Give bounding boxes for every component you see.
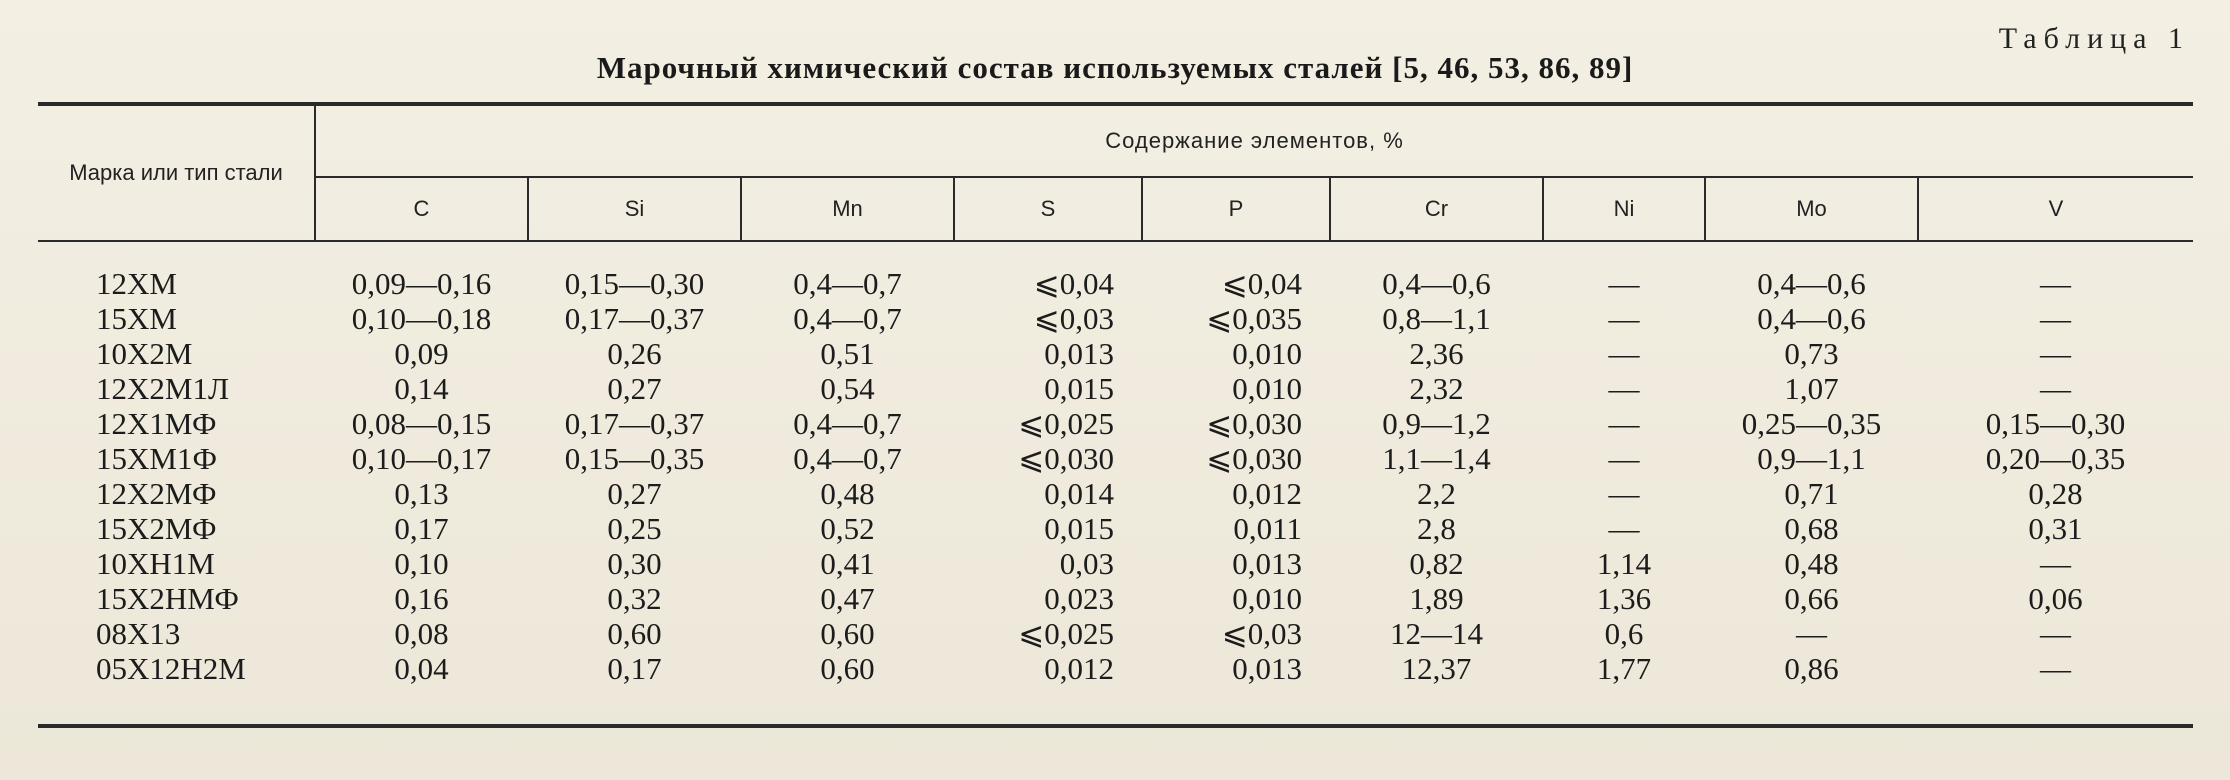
- cell-s: 0,015: [1044, 511, 1114, 546]
- cell-mo: 0,9—1,1: [1757, 441, 1866, 476]
- cell-brand: 12Х2М1Л: [96, 371, 229, 406]
- cell-ni: —: [1608, 441, 1640, 476]
- header-element-p: P: [1142, 177, 1330, 241]
- cell-cr: 1,1—1,4: [1382, 441, 1491, 476]
- cell-ni: 1,36: [1596, 581, 1652, 616]
- table-row: [38, 511, 2193, 546]
- header-element-mo: Mo: [1705, 177, 1918, 241]
- cell-mn: 0,51: [820, 336, 875, 371]
- header-element-ni: Ni: [1543, 177, 1705, 241]
- cell-mn: 0,54: [820, 371, 875, 406]
- cell-ni: —: [1608, 336, 1640, 371]
- cell-p: 0,010: [1232, 371, 1302, 406]
- header-element-si: Si: [528, 177, 741, 241]
- cell-cr: 0,4—0,6: [1382, 266, 1491, 301]
- cell-v: 0,15—0,30: [1985, 406, 2126, 441]
- cell-p: ⩽0,04: [1221, 266, 1302, 301]
- cell-si: 0,30: [607, 546, 662, 581]
- cell-brand: 15Х2МФ: [96, 511, 217, 546]
- table-row: [38, 371, 2193, 406]
- cell-brand: 15ХМ1Ф: [96, 441, 217, 476]
- cell-mn: 0,48: [820, 476, 875, 511]
- cell-cr: 2,32: [1409, 371, 1464, 406]
- cell-mn: 0,47: [820, 581, 875, 616]
- cell-v: —: [2040, 266, 2072, 301]
- cell-mo: 0,71: [1784, 476, 1839, 511]
- cell-si: 0,60: [607, 616, 662, 651]
- cell-p: 0,010: [1232, 336, 1302, 371]
- table-row: [38, 441, 2193, 476]
- table-row: [38, 336, 2193, 371]
- cell-v: —: [2040, 616, 2072, 651]
- table-row: [38, 651, 2193, 686]
- header-element-mn: Mn: [741, 177, 954, 241]
- cell-v: —: [2040, 651, 2072, 686]
- cell-c: 0,10—0,18: [351, 301, 492, 336]
- cell-mo: 0,4—0,6: [1757, 266, 1866, 301]
- cell-c: 0,08: [394, 616, 449, 651]
- cell-v: —: [2040, 371, 2072, 406]
- cell-cr: 0,82: [1409, 546, 1464, 581]
- cell-brand: 10ХН1М: [96, 546, 215, 581]
- cell-s: ⩽0,03: [1033, 301, 1114, 336]
- cell-mn: 0,60: [820, 651, 875, 686]
- table-body: [38, 241, 2193, 686]
- cell-p: ⩽0,03: [1221, 616, 1302, 651]
- cell-cr: 2,8: [1417, 511, 1456, 546]
- header-element-c: C: [315, 177, 528, 241]
- cell-mo: 0,68: [1784, 511, 1839, 546]
- cell-mn: 0,4—0,7: [793, 301, 902, 336]
- cell-si: 0,15—0,30: [564, 266, 705, 301]
- cell-v: —: [2040, 336, 2072, 371]
- cell-v: 0,28: [2028, 476, 2083, 511]
- cell-si: 0,15—0,35: [564, 441, 705, 476]
- cell-c: 0,10—0,17: [351, 441, 492, 476]
- cell-si: 0,26: [607, 336, 662, 371]
- cell-mo: 0,4—0,6: [1757, 301, 1866, 336]
- cell-si: 0,32: [607, 581, 662, 616]
- cell-brand: 08Х13: [96, 616, 181, 651]
- cell-s: 0,03: [1059, 546, 1114, 581]
- cell-s: 0,023: [1044, 581, 1114, 616]
- cell-c: 0,09—0,16: [351, 266, 492, 301]
- cell-ni: —: [1608, 476, 1640, 511]
- cell-v: —: [2040, 301, 2072, 336]
- cell-mn: 0,4—0,7: [793, 441, 902, 476]
- table-row: [38, 546, 2193, 581]
- cell-cr: 2,36: [1409, 336, 1464, 371]
- spacer-row: [38, 241, 2193, 266]
- table-row: [38, 616, 2193, 651]
- table-caption: Марочный химический состав используемых сталей [5, 46, 53, 86, 89]: [596, 50, 1634, 85]
- cell-brand: 15ХМ: [96, 301, 177, 336]
- cell-s: 0,015: [1044, 371, 1114, 406]
- cell-si: 0,27: [607, 371, 662, 406]
- cell-ni: —: [1608, 511, 1640, 546]
- table-row: [38, 581, 2193, 616]
- cell-ni: 1,77: [1596, 651, 1652, 686]
- cell-p: 0,010: [1232, 581, 1302, 616]
- cell-mo: 0,48: [1784, 546, 1839, 581]
- cell-mo: 0,86: [1784, 651, 1839, 686]
- cell-cr: 12,37: [1401, 651, 1472, 686]
- cell-brand: 12Х1МФ: [96, 406, 217, 441]
- header-element-cr: Cr: [1330, 177, 1543, 241]
- cell-s: ⩽0,025: [1018, 406, 1114, 441]
- cell-mn: 0,60: [820, 616, 875, 651]
- cell-mo: 0,73: [1784, 336, 1839, 371]
- cell-mn: 0,52: [820, 511, 875, 546]
- cell-c: 0,16: [394, 581, 449, 616]
- cell-mn: 0,4—0,7: [793, 266, 902, 301]
- cell-si: 0,17—0,37: [564, 406, 705, 441]
- cell-ni: 0,6: [1604, 616, 1644, 651]
- cell-si: 0,17: [607, 651, 662, 686]
- cell-cr: 0,8—1,1: [1382, 301, 1491, 336]
- cell-s: 0,013: [1044, 336, 1114, 371]
- cell-v: 0,31: [2028, 511, 2083, 546]
- cell-p: 0,013: [1232, 546, 1302, 581]
- header-brand: Марка или тип стали: [38, 106, 315, 241]
- cell-v: 0,06: [2028, 581, 2083, 616]
- cell-mo: —: [1796, 616, 1827, 651]
- cell-brand: 15Х2НМФ: [96, 581, 239, 616]
- table-row: [38, 266, 2193, 301]
- cell-c: 0,10: [394, 546, 449, 581]
- cell-p: ⩽0,030: [1206, 406, 1302, 441]
- composition-table-frame: [38, 102, 2193, 728]
- cell-cr: 12—14: [1390, 616, 1483, 651]
- cell-c: 0,14: [394, 371, 449, 406]
- cell-mo: 0,66: [1784, 581, 1839, 616]
- cell-c: 0,17: [394, 511, 449, 546]
- cell-brand: 12Х2МФ: [96, 476, 217, 511]
- cell-cr: 1,89: [1409, 581, 1464, 616]
- cell-v: 0,20—0,35: [1985, 441, 2126, 476]
- cell-mn: 0,41: [820, 546, 875, 581]
- cell-mo: 1,07: [1784, 371, 1839, 406]
- cell-p: 0,011: [1233, 511, 1302, 546]
- cell-si: 0,17—0,37: [564, 301, 705, 336]
- cell-si: 0,25: [607, 511, 662, 546]
- table-row: [38, 476, 2193, 511]
- cell-ni: —: [1608, 406, 1640, 441]
- header-element-content: Содержание элементов, %: [315, 106, 2193, 177]
- cell-c: 0,13: [394, 476, 449, 511]
- table-row: [38, 301, 2193, 336]
- cell-p: ⩽0,035: [1206, 301, 1302, 336]
- cell-p: 0,012: [1232, 476, 1302, 511]
- cell-s: 0,014: [1044, 476, 1114, 511]
- cell-ni: —: [1608, 371, 1640, 406]
- cell-brand: 10Х2М: [96, 336, 193, 371]
- cell-s: ⩽0,04: [1033, 266, 1114, 301]
- cell-cr: 2,2: [1417, 476, 1456, 511]
- cell-mn: 0,4—0,7: [793, 406, 902, 441]
- cell-ni: 1,14: [1596, 546, 1652, 581]
- cell-s: 0,012: [1044, 651, 1114, 686]
- cell-p: ⩽0,030: [1206, 441, 1302, 476]
- table-row: [38, 406, 2193, 441]
- cell-s: ⩽0,030: [1018, 441, 1114, 476]
- table-number-label: Таблица 1: [1998, 22, 2190, 55]
- header-element-s: S: [954, 177, 1142, 241]
- header-element-v: V: [1918, 177, 2193, 241]
- composition-table: [38, 106, 2193, 686]
- cell-ni: —: [1608, 301, 1640, 336]
- cell-c: 0,08—0,15: [351, 406, 492, 441]
- cell-si: 0,27: [607, 476, 662, 511]
- cell-p: 0,013: [1232, 651, 1302, 686]
- cell-cr: 0,9—1,2: [1382, 406, 1491, 441]
- cell-c: 0,09: [394, 336, 449, 371]
- cell-brand: 12ХМ: [96, 266, 177, 301]
- cell-mo: 0,25—0,35: [1741, 406, 1882, 441]
- cell-ni: —: [1608, 266, 1640, 301]
- cell-c: 0,04: [394, 651, 449, 686]
- cell-s: ⩽0,025: [1018, 616, 1114, 651]
- cell-v: —: [2040, 546, 2072, 581]
- cell-brand: 05Х12Н2М: [96, 651, 246, 686]
